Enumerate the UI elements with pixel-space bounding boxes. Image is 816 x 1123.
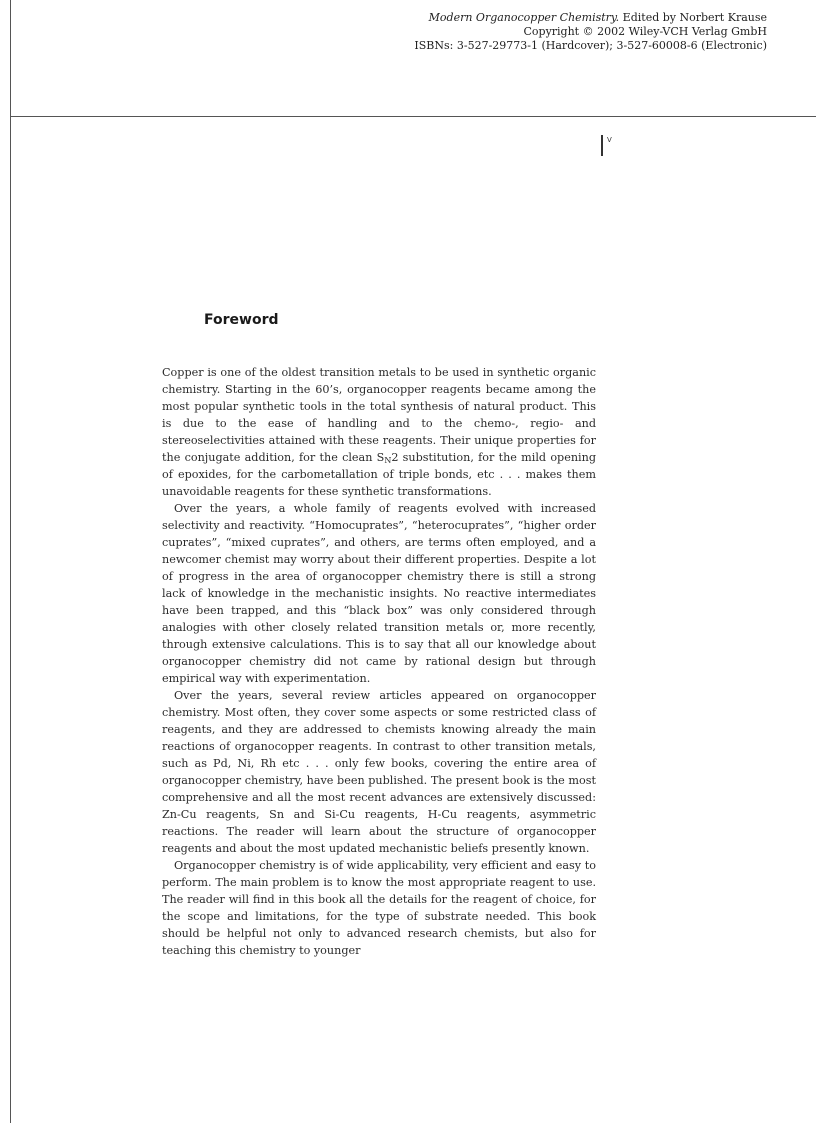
page-title: Foreword [204,312,279,328]
paragraph: Over the years, several review articles appeared on organocopper chemistry. Most often, they cover some aspects or some restricted class of reagents, and they are addressed to chemists knowing already the main reactions of organocopper reagents. In contrast to other transition metals, such as Pd, Ni, Rh etc . . . only few books, covering the entire area of organocopper chemistry, have been published. The present book is the most comprehensive and all the most recent advances are extensively discussed: Zn-Cu reagents, Sn and Si-Cu reagents, H-Cu reagents, asymmetric reactions. The reader will learn about the structure of organocopper reagents and about the most updated mechanistic beliefs presently known. [162,689,596,855]
page-number: V [607,136,612,144]
editor-credit: Edited by Norbert Krause [619,11,767,24]
page-number-marker [601,135,603,156]
header-divider [10,116,816,117]
paragraph: Over the years, a whole family of reagents evolved with increased selectivity and reactivity. “Homocuprates”, “heterocuprates”, “higher order cuprates”, “mixed cuprates”, and others, are terms often employed, and a newcomer chemist may worry about their different properties. Despite a lot of progress in the area of organocopper chemistry there is still a strong lack of knowledge in the mechanistic insights. No reactive intermediates have been trapped, and this “black box” was only considered through analogies with other closely related transition metals or, more recently, through extensive calculations. This is to say that all our knowledge about organocopper chemistry did not came by rational design but through empirical way with experimentation. [162,502,596,685]
isbn-line: ISBNs: 3-527-29773-1 (Hardcover); 3-527-60008-6 (Electronic) [414,39,767,52]
citation-line [414,11,767,25]
copyright-header [414,11,767,53]
foreword-body [162,364,596,959]
book-title: Modern Organocopper Chemistry. [428,11,620,24]
paragraph: Copper is one of the oldest transition metals to be used in synthetic organic chemistry. Starting in the 60’s, organocopper reagents became among the most popular synthetic tools in the total synthesis of natural product. This is due to the ease of handling and to the chemo-, regio- and stereoselectivities attained with these reagents. Their unique properties for the conjugate addition, for the clean $S_N2$ substitution, for the mild opening of epoxides, for the carbometallation of triple bonds, etc . . . makes them unavoidable reagents for these synthetic transformations. [162,366,596,498]
page-left-edge [10,0,11,1123]
copyright-line: Copyright © 2002 Wiley-VCH Verlag GmbH [523,25,767,38]
paragraph: Organocopper chemistry is of wide applicability, very efficient and easy to perform. The main problem is to know the most appropriate reagent to use. The reader will find in this book all the details for the reagent of choice, for the scope and limitations, for the type of substrate needed. This book should be helpful not only to advanced research chemists, but also for teaching this chemistry to younger [162,859,596,957]
